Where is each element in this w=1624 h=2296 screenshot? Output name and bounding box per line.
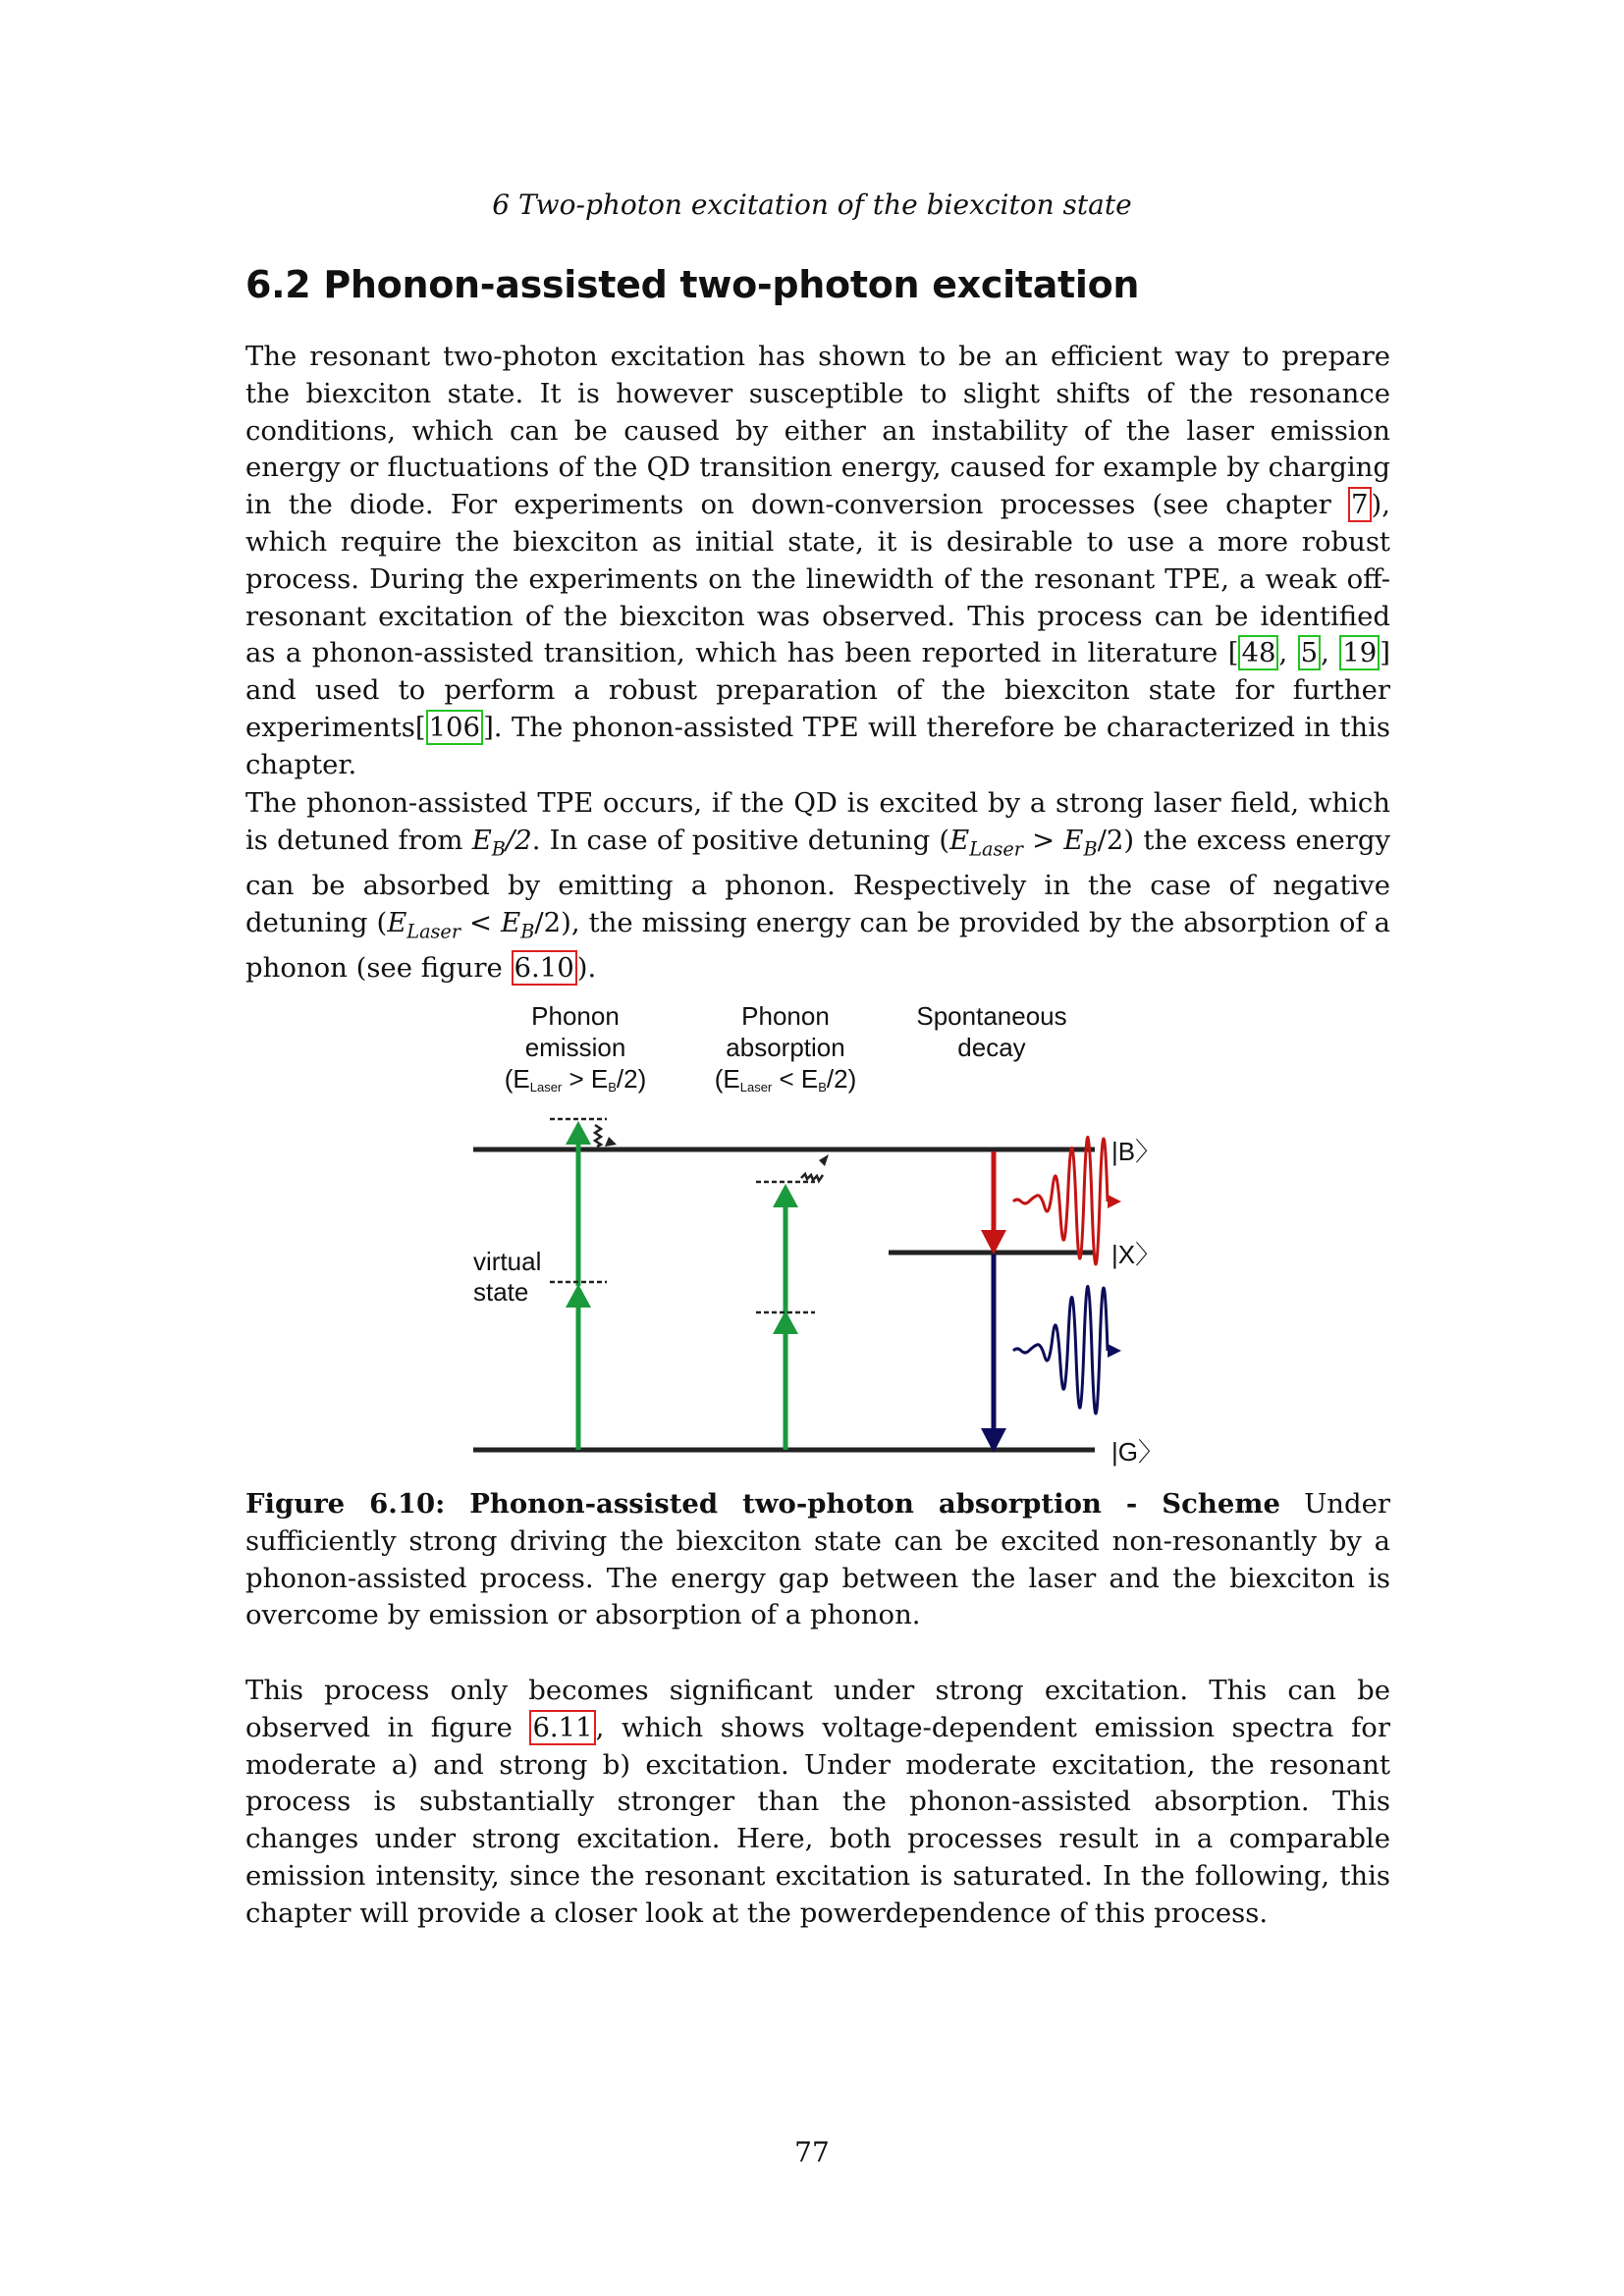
- figure-6-10-link[interactable]: 6.10: [512, 950, 577, 986]
- caption-label: Figure 6.10: Phonon-assisted two-photon absorption - Scheme: [245, 1488, 1280, 1520]
- level-x-label: |X〉: [1111, 1240, 1162, 1269]
- level-g-label: |G〉: [1111, 1437, 1164, 1467]
- citation-48-link[interactable]: 48: [1238, 635, 1278, 670]
- para1-text-3: ] and used to perform a robust preparation of the biexciton state for further experiments[: [245, 637, 1390, 743]
- energy-level-diagram: [452, 991, 1198, 1482]
- para2-text-4: /2), the missing energy can be provided by the absorption of a phonon (see figure: [245, 906, 1390, 985]
- paragraph-detuning: [245, 785, 1390, 988]
- math-sub-laser: Laser: [969, 837, 1023, 861]
- math-gt: >: [1022, 824, 1064, 856]
- math-e: E: [949, 824, 970, 856]
- energy-level-svg: [452, 991, 1198, 1482]
- para1-text-1: The resonant two-photon excitation has shown to be an efficient way to prepare the biexciton state. It is however susceptible to slight shifts of the resonance conditions, which can be caused by either an instability of the laser emission energy or fluctuations of the QD transition energy, caused for example by charging in the diode. For experiments on down-conversion processes (see chapter: [245, 341, 1390, 521]
- math-eb-half: [471, 824, 532, 861]
- section-title: 6.2 Phonon-assisted two-photon excitation: [245, 263, 1140, 306]
- figure-6-11-link[interactable]: 6.11: [529, 1710, 595, 1745]
- para2-text-3: /2) the excess energy can be absorbed by emitting a phonon. Respectively in the case of negative detuning (: [245, 824, 1390, 938]
- col2-condition: (ELaser < EB/2): [714, 1064, 857, 1095]
- phonon-emission-squiggle: [595, 1125, 601, 1147]
- exciton-photon-wave: [1013, 1286, 1108, 1414]
- math-e: E: [1063, 824, 1084, 856]
- col1-line1: Phonon: [531, 1001, 620, 1031]
- math-sub-laser: Laser: [406, 920, 461, 943]
- virtual-state-line1: virtual: [473, 1247, 542, 1276]
- paragraph-strong-excitation: [245, 1673, 1390, 1933]
- math-e: E: [387, 906, 407, 938]
- level-b-label: |B〉: [1111, 1137, 1162, 1166]
- col2-line1: Phonon: [741, 1001, 830, 1031]
- math-sub-b: B: [520, 920, 535, 943]
- paragraph-intro: [245, 339, 1390, 784]
- para2-text-5: ).: [576, 952, 597, 985]
- citation-106-link[interactable]: 106: [426, 710, 484, 745]
- figure-caption: [245, 1486, 1390, 1634]
- citation-5-link[interactable]: 5: [1298, 635, 1322, 670]
- phonon-absorption-squiggle: [801, 1174, 823, 1181]
- col3-line2: decay: [957, 1033, 1026, 1062]
- math-negative-detuning: [387, 906, 535, 943]
- caption-text: Under sufficiently strong driving the biexciton state can be excited non-resonantly by a phonon-assisted process. The energy gap between the laser and the biexciton is overcome by emission or absorption of a phonon.: [245, 1488, 1391, 1631]
- col2-line2: absorption: [726, 1033, 845, 1062]
- math-e: E: [501, 906, 521, 938]
- para1-text-4: ]. The phonon-assisted TPE will therefore be characterized in this chapter.: [245, 711, 1390, 780]
- col1-condition: (ELaser > EB/2): [504, 1064, 647, 1095]
- para3-text-2: , which shows voltage-dependent emission spectra for moderate a) and strong b) excitation. Under moderate excitation, the resonant process is substantially stronger than the phonon-assisted absorption. This changes under strong excitation. Here, both processes result in a comparable emission intensity, since the resonant excitation is saturated. In the following, this chapter will provide a closer look at the powerdependence of this process.: [245, 1711, 1390, 1929]
- col3-line1: Spontaneous: [916, 1001, 1067, 1031]
- para2-text-1: The phonon-assisted TPE occurs, if the QD is excited by a strong laser field, which is detuned from: [245, 787, 1390, 856]
- math-lt: <: [460, 906, 502, 938]
- math-sub-b: B: [491, 837, 506, 861]
- citation-separator: ,: [1321, 637, 1340, 669]
- para2-text-2: . In case of positive detuning (: [531, 824, 950, 856]
- biexciton-photon-wave: [1013, 1137, 1108, 1264]
- col1-line2: emission: [524, 1033, 626, 1062]
- chapter-7-link[interactable]: 7: [1348, 487, 1372, 522]
- virtual-state-line2: state: [473, 1277, 529, 1307]
- math-positive-detuning: [949, 824, 1098, 861]
- running-header: 6 Two-photon excitation of the biexciton state: [492, 188, 1132, 221]
- page-number: 77: [794, 2136, 830, 2168]
- para3-text-1: This process only becomes significant under strong excitation. This can be observed in figure: [245, 1675, 1390, 1743]
- math-e: E: [471, 824, 492, 856]
- spontaneous-decay-arrows: [981, 1137, 1121, 1453]
- citation-separator: ,: [1278, 637, 1298, 669]
- phonon-absorption-arrows: [756, 1154, 829, 1450]
- para1-text-2: ), which require the biexciton as initial state, it is desirable to use a more robust process. During the experiments on the linewidth of the resonant TPE, a weak off-resonant excitation of the biexciton was observed. This process can be identified as a phonon-assisted transition, which has been reported in literature [: [245, 489, 1390, 669]
- citation-19-link[interactable]: 19: [1339, 635, 1380, 670]
- math-half: /2: [505, 824, 532, 856]
- math-sub-b: B: [1083, 837, 1098, 861]
- phonon-emission-arrows: [550, 1119, 617, 1450]
